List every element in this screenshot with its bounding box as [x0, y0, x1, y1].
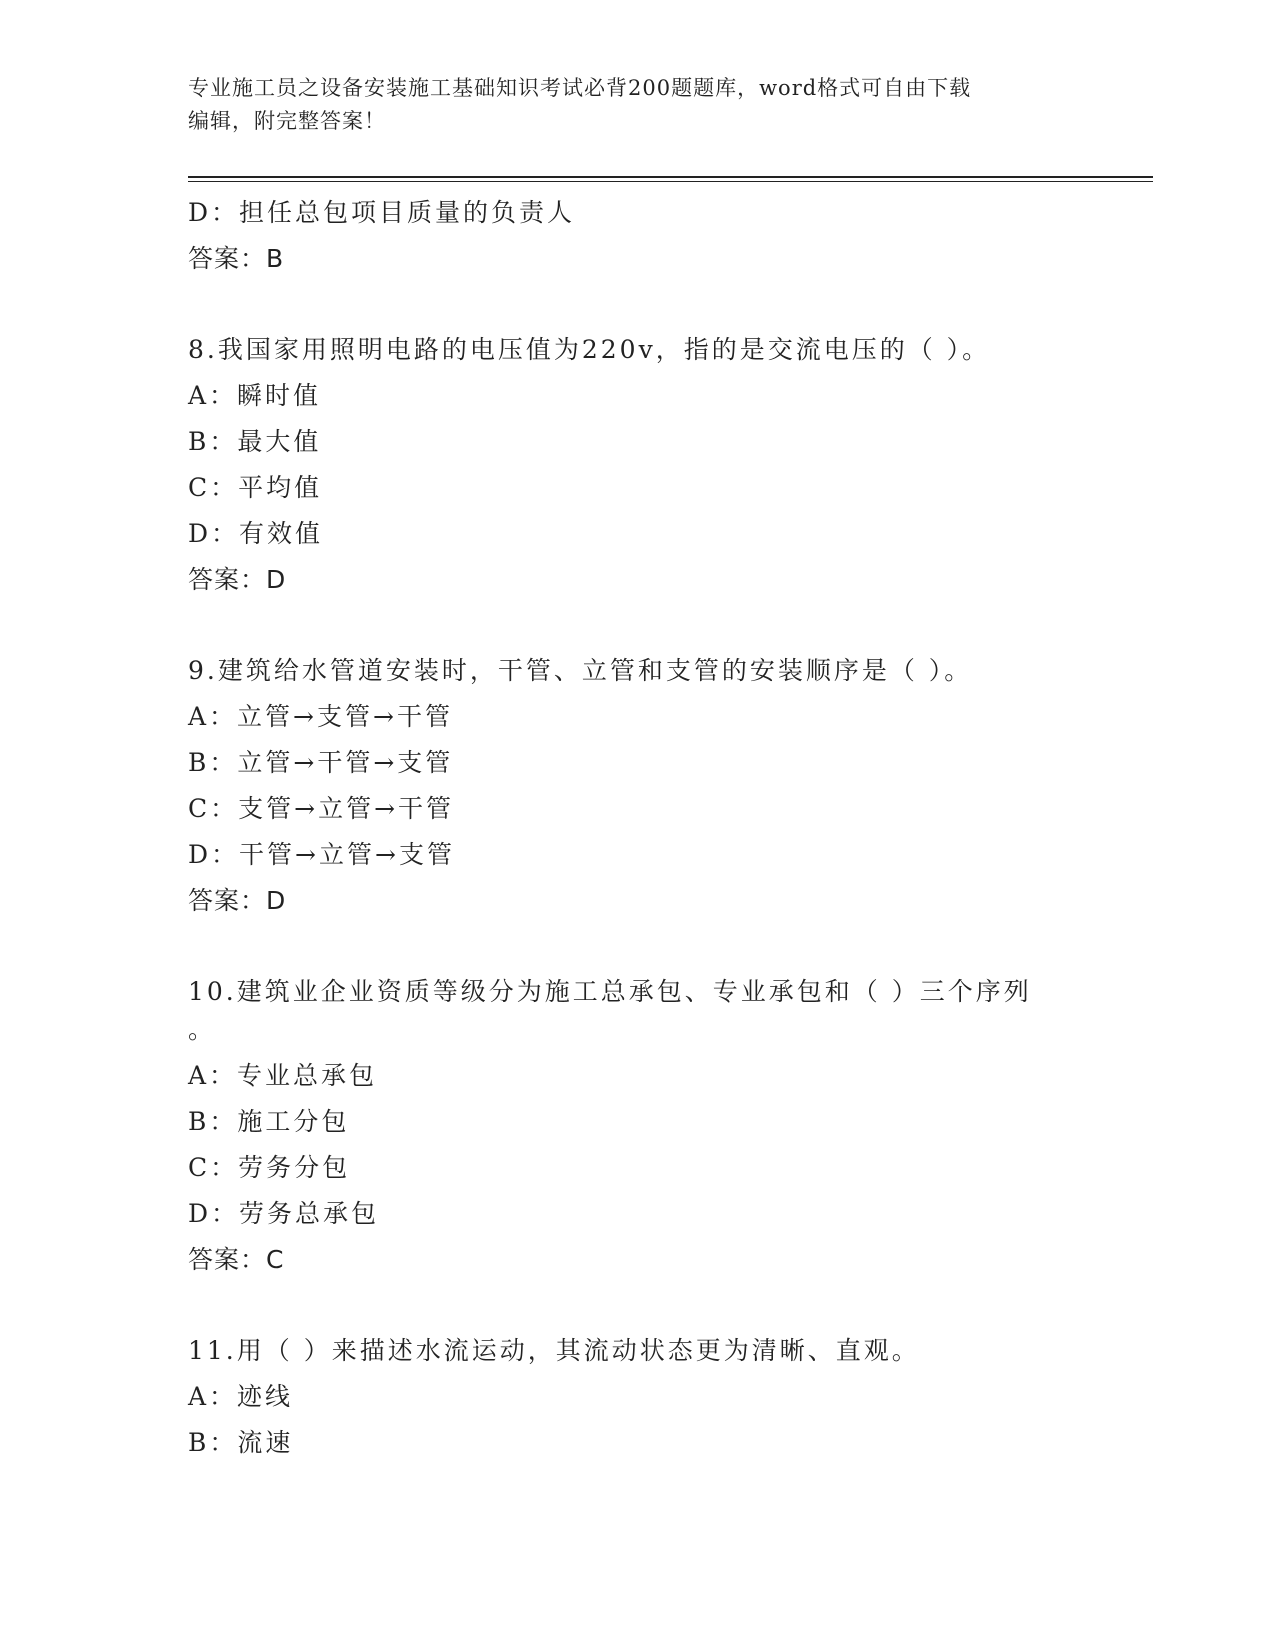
option-c: C：支管→立管→干管	[188, 794, 455, 823]
question-stem: 10.建筑业企业资质等级分为施工总承包、专业承包和（ ）三个序列	[188, 977, 1032, 1006]
option-d: D：劳务总承包	[188, 1199, 380, 1228]
option-d: D：担任总包项目质量的负责人	[188, 198, 576, 227]
question-spacer	[188, 282, 1068, 327]
option-b: B：最大值	[188, 427, 322, 456]
question-spacer	[188, 1283, 1068, 1328]
answer-line: 答案：D	[188, 565, 287, 594]
question-stem-continuation: 。	[188, 1015, 217, 1044]
question-stem: 8.我国家用照明电路的电压值为220v，指的是交流电压的（ ）。	[188, 335, 991, 364]
question-9	[188, 648, 1068, 924]
header-divider-thick	[188, 176, 1153, 178]
option-c: C：平均值	[188, 473, 323, 502]
document-header	[188, 72, 1068, 138]
option-a: A：立管→支管→干管	[188, 702, 453, 731]
option-b: B：流速	[188, 1428, 294, 1457]
header-divider-thin	[188, 181, 1153, 182]
option-b: B：立管→干管→支管	[188, 748, 454, 777]
answer-line: 答案：C	[188, 1245, 285, 1274]
option-d: D：干管→立管→支管	[188, 840, 455, 869]
question-spacer	[188, 924, 1068, 969]
question-spacer	[188, 603, 1068, 648]
question-list	[188, 190, 1068, 1466]
question-stem: 11.用（ ）来描述水流运动，其流动状态更为清晰、直观。	[188, 1336, 920, 1365]
option-a: A：迹线	[188, 1382, 294, 1411]
option-c: C：劳务分包	[188, 1153, 351, 1182]
option-b: B：施工分包	[188, 1107, 350, 1136]
question-11	[188, 1328, 1068, 1466]
option-a: A：瞬时值	[188, 381, 322, 410]
header-line-2: 编辑，附完整答案！	[188, 109, 386, 133]
option-a: A：专业总承包	[188, 1061, 378, 1090]
answer-line: 答案：D	[188, 886, 287, 915]
option-d: D：有效值	[188, 519, 324, 548]
question-stem: 9.建筑给水管道安装时，干管、立管和支管的安装顺序是（ ）。	[188, 656, 973, 685]
question-7-tail	[188, 190, 1068, 282]
answer-line: 答案：B	[188, 244, 285, 273]
question-10	[188, 969, 1068, 1283]
question-8	[188, 327, 1068, 603]
header-line-1: 专业施工员之设备安装施工基础知识考试必背200题题库，word格式可自由下载	[188, 76, 972, 100]
